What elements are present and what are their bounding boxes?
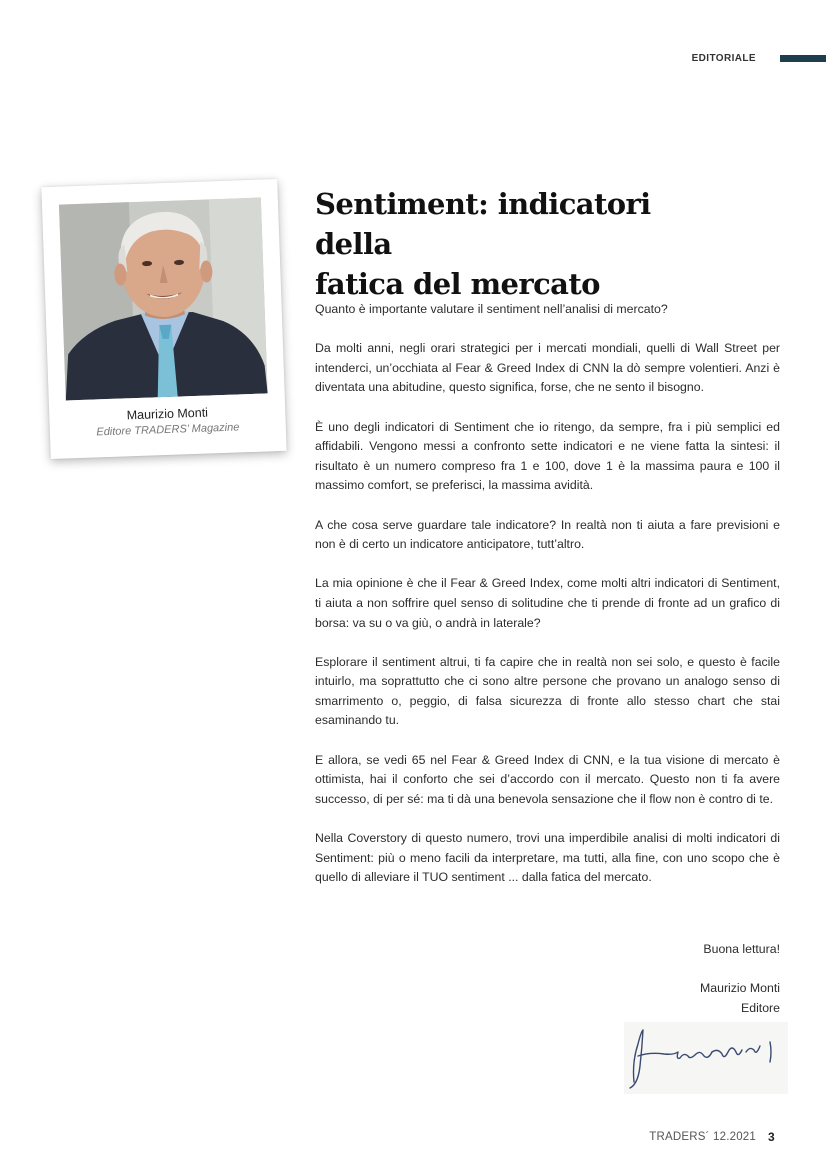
author-role: Editore [741,1000,780,1015]
body-paragraph: È uno degli indicatori di Sentiment che io ritengo, da sempre, fra i più semplici ed affidabili. Vengono messi a confronto sette indicatori e ne viene fatta la sintesi: il risultato è un numero compreso fra 1 e 100, dove 1 è la massima paura e 100 il massimo comfort, se preferisci, la massima avidità. [315,419,780,493]
body-paragraph: Quanto è importante valutare il sentiment nell’analisi di mercato? [315,302,668,316]
body-paragraph: La mia opinione è che il Fear & Greed Index, come molti altri indicatori di Sentiment, ti aiuta a non soffrire quel senso di solitudine che ti prende di fronte ad un grafico di borsa: va su o va giù, o andrà in laterale? [315,576,780,630]
footer-magazine-issue: TRADERS´ 12.2021 [649,1131,756,1143]
author-signature [624,1022,788,1094]
footer-page-number: 3 [768,1130,775,1144]
article-body [315,300,780,907]
article-title-line-2: fatica del mercato [315,267,600,301]
section-accent-bar [780,55,826,62]
photo-caption-name: Maurizio Monti [126,405,209,423]
article-title [315,184,735,304]
article-title-line-1: Sentiment: indicatori della [315,187,651,261]
author-photo [59,198,268,401]
closing-greeting: Buona lettura! [703,942,780,956]
body-paragraph: A che cosa serve guardare tale indicatore? In realtà non ti aiuta a fare previsioni e non è di certo un indicatore anticipatore, tutt’altro. [315,517,780,552]
body-paragraph: Nella Coverstory di questo numero, trovi una imperdibile analisi di molti indicatori di Sentiment: più o meno facili da interpretare, ma tutti, alla fine, con uno scopo che è quello di alleviare il TUO sentiment ... dalla fatica del mercato. [315,831,780,885]
body-paragraph: Esplorare il sentiment altrui, ti fa capire che in realtà non sei solo, e questo è facile intuirlo, ma soprattutto che ci sono altre persone che provano un analogo senso di smarrimento o, peggio, di falsa sicurezza di fronte allo stesso chart che stai esaminando tu. [315,654,780,728]
section-label: EDITORIALE [691,53,756,64]
photo-caption-role: Editore TRADERS’ Magazine [96,421,240,439]
body-paragraph: E allora, se vedi 65 nel Fear & Greed Index di CNN, e la tua visione di mercato è ottimista, hai il conforto che sei d’accordo con il mercato. Questo non ti fa avere successo, di per sé: ma ti dà una benevola sensazione che il flow non è contro di te. [315,752,780,806]
author-name: Maurizio Monti [700,981,780,995]
author-photo-card [41,179,286,459]
body-paragraph: Da molti anni, negli orari strategici per i mercati mondiali, quelli di Wall Street per intenderci, un’occhiata al Fear & Greed Index di CNN la dò sempre volentieri. Anzi è diventata una abitudine, questo significa, forse, che ne sento il bisogno. [315,341,780,395]
